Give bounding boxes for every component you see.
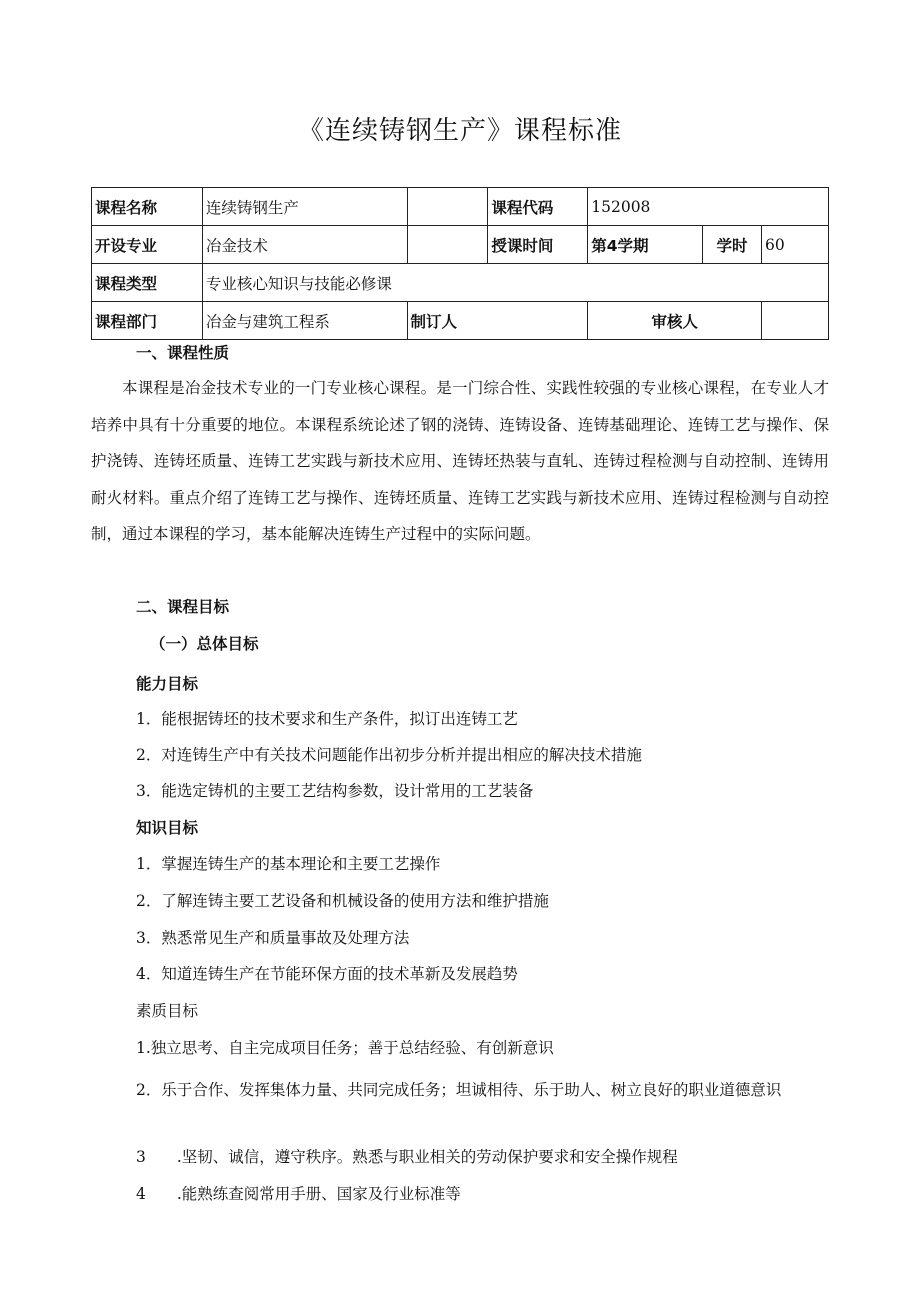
knowledge-goal-heading: 知识目标 bbox=[136, 819, 199, 837]
credit-hours-value: 60 bbox=[762, 226, 829, 264]
list-item: 2．了解连铸主要工艺设备和机械设备的使用方法和维护措施 bbox=[136, 892, 549, 910]
course-name-value: 连续铸钢生产 bbox=[202, 188, 407, 226]
list-item: 1．能根据铸坯的技术要求和生产条件，拟订出连铸工艺 bbox=[136, 710, 518, 728]
course-code-label: 课程代码 bbox=[488, 188, 588, 226]
table-row bbox=[92, 302, 829, 340]
course-code-value: 152008 bbox=[588, 188, 829, 226]
table-row bbox=[92, 264, 829, 302]
list-item: 2．对连铸生产中有关技术问题能作出初步分析并提出相应的解决技术措施 bbox=[136, 746, 642, 764]
table-row bbox=[92, 226, 829, 264]
list-item: 4．知道连铸生产在节能环保方面的技术革新及发展趋势 bbox=[136, 965, 518, 983]
major-value: 冶金技术 bbox=[202, 226, 407, 264]
list-item: 4 .能熟练查阅常用手册、国家及行业标准等 bbox=[136, 1185, 461, 1203]
list-item: 1.独立思考、自主完成项目任务；善于总结经验、有创新意识 bbox=[136, 1039, 554, 1057]
page-title: 《连续铸钢生产》课程标准 bbox=[297, 116, 622, 146]
credit-hours-label: 学时 bbox=[703, 226, 762, 264]
section2-heading: 二、课程目标 bbox=[136, 598, 230, 616]
course-info-table bbox=[91, 187, 829, 340]
list-item: 1．掌握连铸生产的基本理论和主要工艺操作 bbox=[136, 855, 441, 873]
section1-heading: 一、课程性质 bbox=[136, 344, 230, 362]
author-label: 制订人 bbox=[407, 302, 588, 340]
list-item: 3．熟悉常见生产和质量事故及处理方法 bbox=[136, 929, 410, 947]
teaching-time-value: 第4学期 bbox=[588, 226, 703, 264]
course-type-value: 专业核心知识与技能必修课 bbox=[202, 264, 828, 302]
teaching-time-label: 授课时间 bbox=[488, 226, 588, 264]
reviewer-label: 审核人 bbox=[588, 302, 762, 340]
list-item: 3 .坚韧、诚信，遵守秩序。熟悉与职业相关的劳动保护要求和安全操作规程 bbox=[136, 1148, 678, 1166]
course-type-label: 课程类型 bbox=[92, 264, 203, 302]
reviewer-value bbox=[762, 302, 829, 340]
major-label: 开设专业 bbox=[92, 226, 203, 264]
section1-body: 本课程是冶金技术专业的一门专业核心课程。是一门综合性、实践性较强的专业核心课程，在专业人才培养中具有十分重要的地位。本课程系统论述了钢的浇铸、连铸设备、连铸基础理论、连铸工艺与操作、保护浇铸、连铸坯质量、连铸工艺实践与新技术应用、连铸坯热装与直轧、连铸过程检测与自动控制、连铸用耐火材料。重点介绍了连铸工艺与操作、连铸坯质量、连铸工艺实践与新技术应用、连铸过程检测与自动控制，通过本课程的学习，基本能解决连铸生产过程中的实际问题。 bbox=[91, 379, 829, 543]
department-label: 课程部门 bbox=[92, 302, 203, 340]
table-row bbox=[92, 188, 829, 226]
course-name-label: 课程名称 bbox=[92, 188, 203, 226]
ability-goal-heading: 能力目标 bbox=[136, 675, 199, 693]
department-value: 冶金与建筑工程系 bbox=[202, 302, 407, 340]
overall-goal-heading: （一）总体目标 bbox=[150, 635, 259, 653]
quality-goal-heading: 素质目标 bbox=[136, 1002, 199, 1020]
list-item: 3．能选定铸机的主要工艺结构参数，设计常用的工艺装备 bbox=[136, 782, 534, 800]
list-item: 2．乐于合作、发挥集体力量、共同完成任务；坦诚相待、乐于助人、树立良好的职业道德意识 bbox=[136, 1081, 782, 1099]
